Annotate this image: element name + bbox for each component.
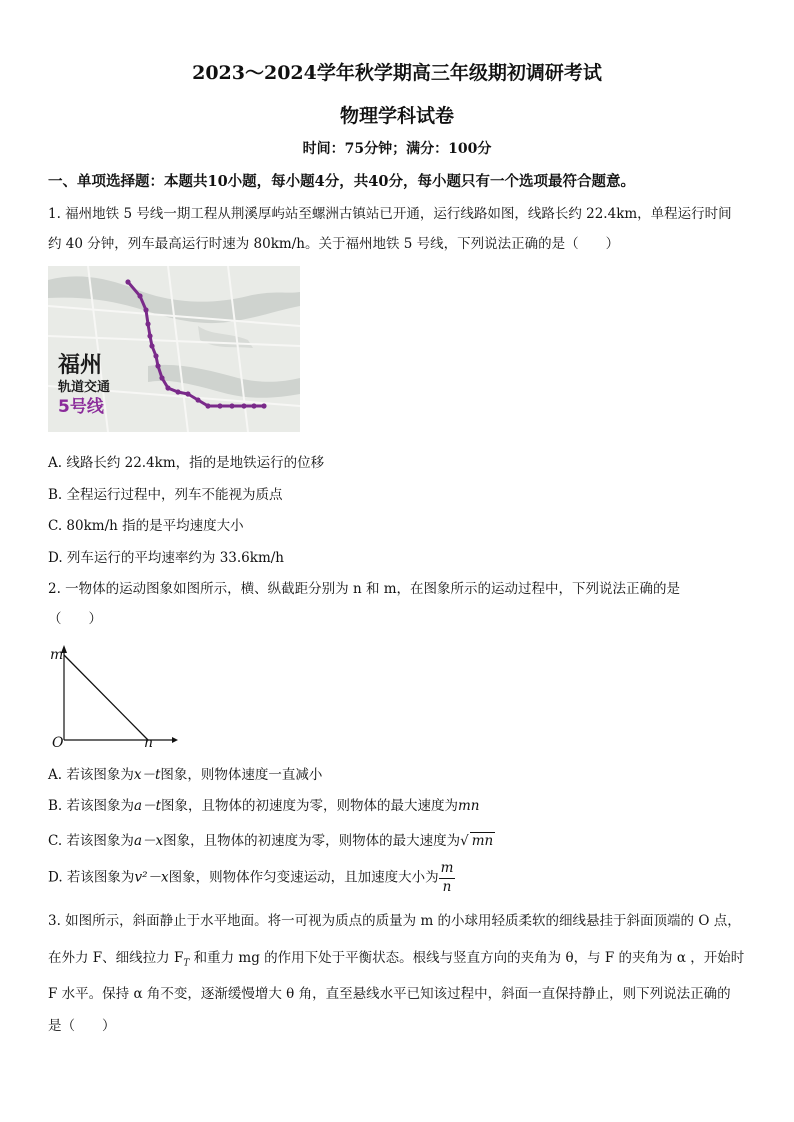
q2-d-prefix: D. 若该图象为 [48, 869, 135, 886]
q1-option-c: C. 80km/h 指的是平均速度大小 [48, 518, 244, 534]
q2-a-prefix: A. 若该图象为 [48, 767, 134, 783]
q2-c-prefix: C. 若该图象为 [48, 833, 134, 849]
q2-a-math: x－t [133, 767, 161, 783]
fraction-denominator: n [442, 878, 452, 895]
metro-line-map [48, 266, 300, 432]
q2-d-fraction [439, 862, 456, 894]
q2-a-suffix: 图象，则物体速度一直减小 [160, 767, 323, 783]
q1-stem-line1: 1. 福州地铁 5 号线一期工程从荆溪厚屿站至螺洲古镇站已开通，运行线路如图，线路长约 22.4km，单程运行时间 [48, 206, 732, 222]
q3-stem-line3: F 水平。保持 α 角不变，逐渐缓慢增大 θ 角，直至悬线水平已知该过程中，斜面一直保持静止，则下列说法正确的 [48, 986, 731, 1002]
exam-title: 2023～2024学年秋学期高三年级期初调研考试 [192, 62, 602, 84]
graph-line [64, 655, 148, 740]
q2-c-answer: mn [471, 833, 494, 849]
map-title-transit: 轨道交通 [58, 380, 111, 395]
q1-option-d: D. 列车运行的平均速率约为 33.6km/h [48, 550, 284, 566]
q1-option-a: A. 线路长约 22.4km，指的是地铁运行的位移 [48, 455, 325, 471]
q3-line2-suffix: 和重力 mg 的作用下处于平衡状态。根线与竖直方向的夹角为 θ，与 F 的夹角为 α ，开始时 [189, 950, 745, 966]
q3-stem-line1: 3. 如图所示，斜面静止于水平地面。将一可视为质点的质量为 m 的小球用轻质柔软的细线悬挂于斜面顶端的 O 点， [48, 913, 741, 929]
q3-stem-line4: 是（ ） [48, 1018, 116, 1034]
section-heading: 一、单项选择题：本题共10小题，每小题4分，共40分，每小题只有一个选项最符合题意。 [48, 173, 635, 190]
q2-option-b [48, 794, 480, 814]
q2-option-c [48, 829, 495, 849]
q2-d-suffix: 图象，则物体作匀变速运动，且加速度大小为 [168, 869, 439, 886]
exam-meta: 时间：75分钟；满分：100分 [302, 141, 492, 157]
q2-b-prefix: B. 若该图象为 [48, 798, 135, 814]
map-title-city: 福州 [58, 353, 103, 378]
q2-option-d [48, 862, 455, 894]
y-intercept-label: m [50, 647, 64, 663]
q2-stem-line2: （ ） [48, 611, 102, 627]
q3-stem-line2 [48, 946, 744, 969]
q2-stem-line1: 2. 一物体的运动图象如图所示，横、纵截距分别为 n 和 m，在图象所示的运动过程中，下列说法正确的是 [48, 581, 681, 597]
q2-option-a [48, 763, 322, 783]
origin-label: O [52, 735, 64, 751]
sqrt-sign: √ [460, 833, 469, 849]
x-intercept-label: n [144, 735, 154, 751]
q2-b-suffix: 图象，且物体的初速度为零，则物体的最大速度为 [161, 798, 458, 814]
q1-stem-line2: 约 40 分钟，列车最高运行时速为 80km/h。关于福州地铁 5 号线，下列说法正确的是（ ） [48, 236, 620, 252]
q3-line2-prefix: 在外力 F、细线拉力 F [48, 950, 184, 966]
q2-b-answer: mn [458, 798, 480, 814]
motion-graph-svg [48, 645, 178, 750]
map-title-line: 5号线 [58, 397, 104, 417]
q2-c-suffix: 图象，且物体的初速度为零，则物体的最大速度为 [163, 833, 461, 849]
q2-d-math: v²－x [134, 869, 169, 886]
q1-option-b: B. 全程运行过程中，列车不能视为质点 [48, 487, 283, 503]
fraction-numerator: m [439, 862, 456, 879]
motion-graph [48, 645, 178, 750]
q3-tension-subscript: T [183, 958, 190, 969]
q2-c-math: a－x [133, 833, 164, 849]
x-axis-arrow [172, 737, 178, 743]
subject-title: 物理学科试卷 [339, 105, 454, 127]
q2-b-math: a－t [134, 798, 161, 814]
